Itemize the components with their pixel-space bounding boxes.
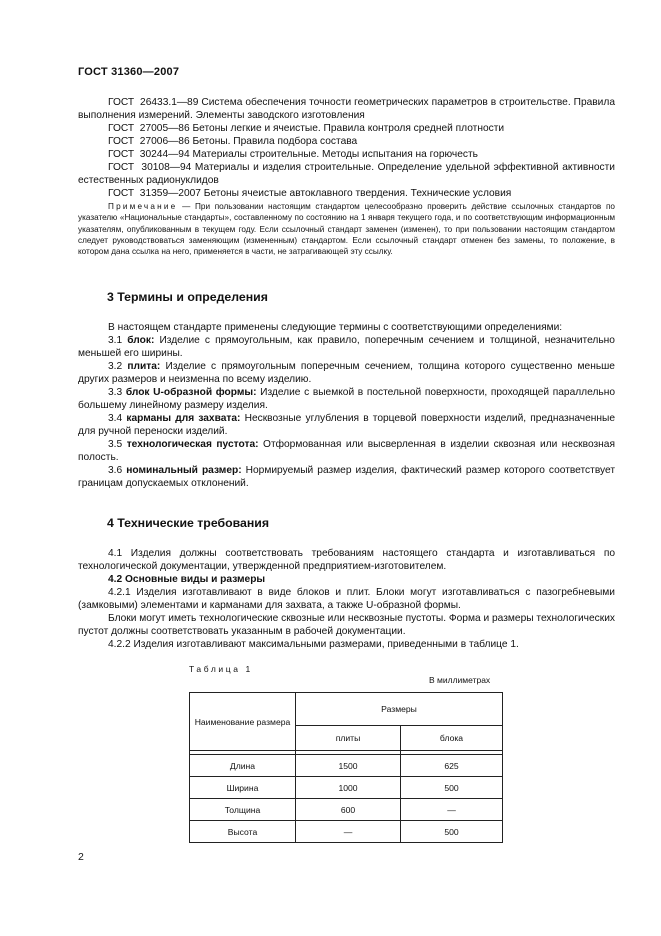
section-3-body: [78, 321, 615, 490]
table-head-col: плиты: [296, 726, 401, 751]
term-name: плита:: [127, 361, 161, 372]
table-row: Высота — 500: [190, 821, 503, 843]
table-row: Длина 1500 625: [190, 755, 503, 777]
reference-item: ГОСТ 27006—86 Бетоны. Правила подбора состава: [108, 136, 358, 147]
section-3-title: 3 Термины и определения: [107, 290, 268, 304]
term-name: блок U-образной формы:: [125, 387, 257, 398]
section-4-body: [78, 547, 615, 651]
term-definition: 3.3 блок U-образной формы: Изделие с выемкой в постельной поверхности, проходящей параллельно большему линейному размеру изделия.: [78, 387, 615, 411]
table-head-name: Наименование размера: [190, 693, 296, 751]
table-unit: В миллиметрах: [429, 675, 491, 685]
term-definition: 3.6 номинальный размер: Нормируемый размер изделия, фактический размер которого соответствует границам допускаемых отклонений.: [78, 465, 615, 489]
note-label: Примечание: [108, 202, 178, 211]
dimensions-table: [189, 692, 503, 843]
reference-item: ГОСТ 30244—94 Материалы строительные. Методы испытания на горючесть: [108, 149, 478, 160]
reference-item: ГОСТ 31359—2007 Бетоны ячеистые автоклавного твердения. Технические условия: [108, 188, 512, 199]
reference-item: ГОСТ 30108—94 Материалы и изделия строительные. Определение удельной эффективной активности естественных радионуклидов: [78, 162, 615, 186]
term-definition: 3.4 карманы для захвата: Несквозные углубления в торцевой поверхности изделий, предназначенные для ручной переноски изделий.: [78, 413, 615, 437]
term-name: технологическая пустота:: [126, 439, 259, 450]
table-row: Ширина 1000 500: [190, 777, 503, 799]
term-definition: 3.1 блок: Изделие с прямоугольным, как правило, поперечным сечением и толщиной, незначительно меньшей его ширины.: [78, 335, 615, 359]
clause-4-2-1: 4.2.1 Изделия изготавливают в виде блоков и плит. Блоки могут изготавливаться с пазогребневыми (замковыми) элементами и карманами для захвата, а также U-образной формы.: [78, 587, 615, 611]
clause-4-2-2: 4.2.2 Изделия изготавливают максимальными размерами, приведенными в таблице 1.: [108, 639, 519, 650]
table-caption: Таблица 1: [189, 664, 253, 674]
note-text: При пользовании настоящим стандартом целесообразно проверить действие ссылочных стандартов по указателю «Национальные стандарты», составленному по состоянию на 1 января текущего года, и по соответствующим информационным указателям, опубликованным в текущем году. Если ссылочный стандарт заменен (изменен), то при пользовании настоящим стандартом следует руководствоваться заменяющим (измененным) стандартом. Если ссылочный стандарт отменен без замены, то положение, в котором дана ссылка на него, применяется в части, не затрагивающей эту ссылку.: [78, 202, 615, 257]
section-4-title: 4 Технические требования: [107, 516, 269, 530]
table-head-col: блока: [401, 726, 503, 751]
term-name: карманы для захвата:: [126, 413, 241, 424]
page-number: 2: [78, 851, 84, 863]
clause-4-1: 4.1 Изделия должны соответствовать требованиям настоящего стандарта и изготавливаться по технологической документации, утвержденной предприятием-изготовителем.: [78, 548, 615, 572]
table-row: Толщина 600 —: [190, 799, 503, 821]
reference-item: ГОСТ 27005—86 Бетоны легкие и ячеистые. Правила контроля средней плотности: [108, 123, 505, 134]
table-head-group: Размеры: [296, 693, 503, 726]
references-list: [78, 96, 615, 200]
note-paragraph: Примечание — При пользовании настоящим стандартом целесообразно проверить действие ссылочных стандартов по указателю «Национальные стандарты», составленному по состоянию на 1 января текущего года, и по соответствующим информационным указателям, опубликованным в текущем году. Если ссылочный стандарт заменен (изменен), то при пользовании настоящим стандартом следует руководствоваться заменяющим (измененным) стандартом. Если ссылочный стандарт отменен без замены, то положение, в котором дана ссылка на него, применяется в части, не затрагивающей эту ссылку.: [78, 202, 615, 257]
term-name: номинальный размер:: [126, 465, 242, 476]
section-3-intro: В настоящем стандарте применены следующие термины с соответствующими определениями:: [108, 322, 563, 333]
term-definition: 3.5 технологическая пустота: Отформованная или высверленная в изделии сквозная или несквозная полость.: [78, 439, 615, 463]
clause-4-2-heading: 4.2 Основные виды и размеры: [108, 574, 266, 585]
term-definition: 3.2 плита: Изделие с прямоугольным поперечным сечением, толщина которого существенно меньше других размеров и неизменна по всему изделию.: [78, 361, 615, 385]
term-name: блок:: [127, 335, 155, 346]
reference-item: ГОСТ 26433.1—89 Система обеспечения точности геометрических параметров в строительстве. Правила выполнения измерений. Элементы заводского изготовления: [78, 97, 615, 121]
clause-4-2-1-continued: Блоки могут иметь технологические сквозные или несквозные пустоты. Форма и размеры технологических пустот должны соответствовать указанным в рабочей документации.: [78, 613, 615, 637]
document-header: ГОСТ 31360—2007: [78, 66, 180, 78]
